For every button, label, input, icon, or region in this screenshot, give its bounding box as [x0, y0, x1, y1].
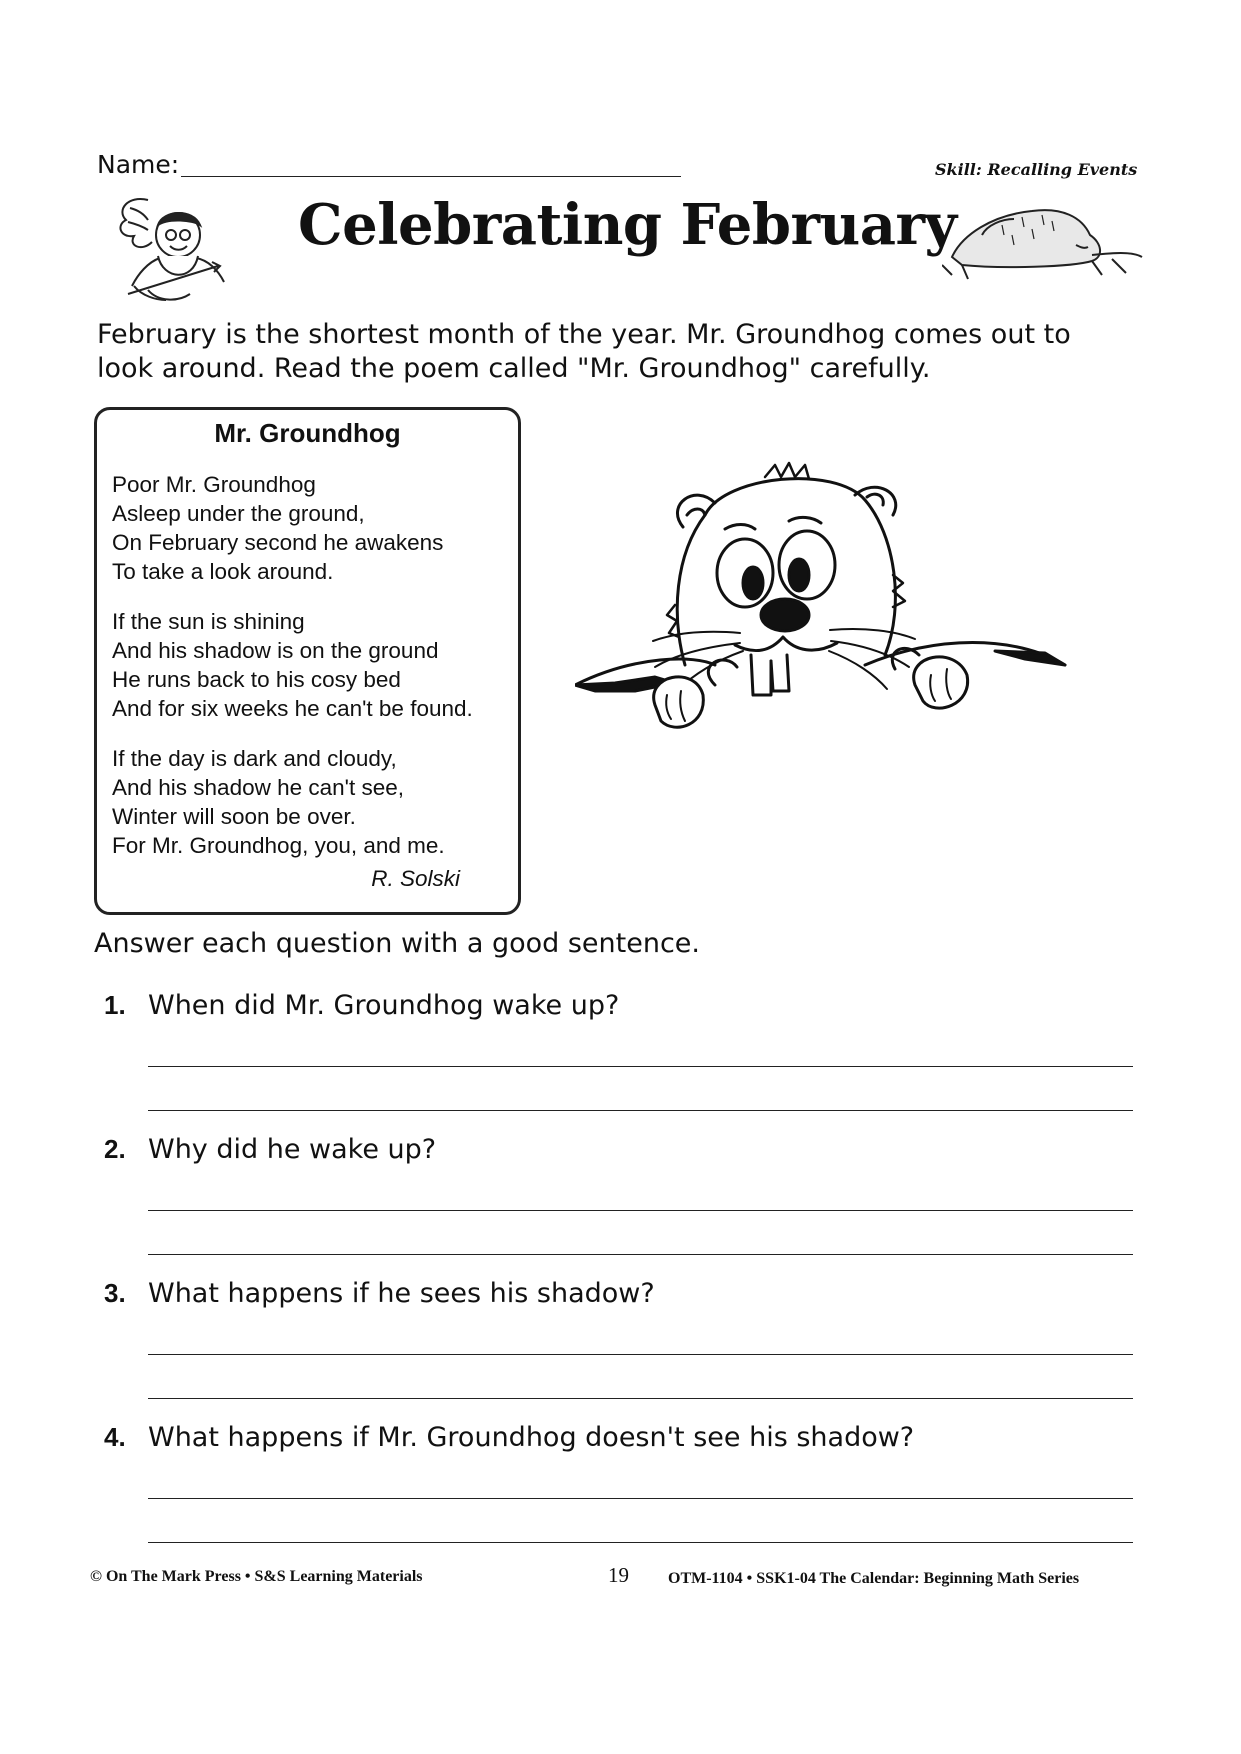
groundhog-illustration	[575, 455, 1115, 815]
page-title: Celebrating February	[298, 192, 957, 258]
name-input-line[interactable]	[181, 176, 681, 177]
question-text: What happens if Mr. Groundhog doesn't see his shadow?	[148, 1422, 915, 1453]
question-text: When did Mr. Groundhog wake up?	[148, 990, 620, 1021]
instruction-text: Answer each question with a good sentence.	[94, 928, 700, 959]
footer-series: OTM-1104 • SSK1-04 The Calendar: Beginning Math Series	[668, 1570, 1080, 1587]
answer-line[interactable]	[148, 1210, 1133, 1211]
name-label: Name:	[97, 150, 180, 179]
question-text: What happens if he sees his shadow?	[148, 1278, 655, 1309]
answer-line[interactable]	[148, 1354, 1133, 1355]
poem-author: R. Solski	[371, 866, 460, 891]
poem-line: If the day is dark and cloudy,	[112, 746, 397, 771]
intro-paragraph: February is the shortest month of the year. Mr. Groundhog comes out to look around. Read the poem called "Mr. Groundhog" carefully.	[97, 319, 1071, 384]
question-number: 2.	[104, 1134, 126, 1164]
answer-line[interactable]	[148, 1542, 1133, 1543]
question-text: Why did he wake up?	[148, 1134, 437, 1165]
poem-stanza	[112, 470, 512, 586]
sleeping-groundhog-icon	[942, 195, 1152, 285]
poem-line: On February second he awakens	[112, 530, 444, 555]
answer-line[interactable]	[148, 1254, 1133, 1255]
answer-line[interactable]	[148, 1066, 1133, 1067]
cupid-icon	[108, 190, 238, 310]
poem-line: Asleep under the ground,	[112, 501, 365, 526]
poem-stanza	[112, 744, 512, 860]
poem-line: And his shadow is on the ground	[112, 638, 439, 663]
footer-publisher: © On The Mark Press • S&S Learning Materials	[90, 1568, 423, 1585]
poem-line: He runs back to his cosy bed	[112, 667, 401, 692]
answer-line[interactable]	[148, 1110, 1133, 1111]
answer-line[interactable]	[148, 1398, 1133, 1399]
page-number: 19	[608, 1563, 629, 1587]
poem-title: Mr. Groundhog	[214, 418, 401, 448]
poem-line: For Mr. Groundhog, you, and me.	[112, 833, 445, 858]
poem-line: And for six weeks he can't be found.	[112, 696, 473, 721]
question-number: 1.	[104, 990, 126, 1020]
poem-line: Winter will soon be over.	[112, 804, 356, 829]
question-number: 3.	[104, 1278, 126, 1308]
poem-line: And his shadow he can't see,	[112, 775, 404, 800]
question-number: 4.	[104, 1422, 126, 1452]
answer-line[interactable]	[148, 1498, 1133, 1499]
poem-stanza	[112, 607, 512, 723]
poem-line: Poor Mr. Groundhog	[112, 472, 316, 497]
poem-line: To take a look around.	[112, 559, 334, 584]
poem-line: If the sun is shining	[112, 609, 305, 634]
skill-label: Skill: Recalling Events	[935, 160, 1138, 179]
